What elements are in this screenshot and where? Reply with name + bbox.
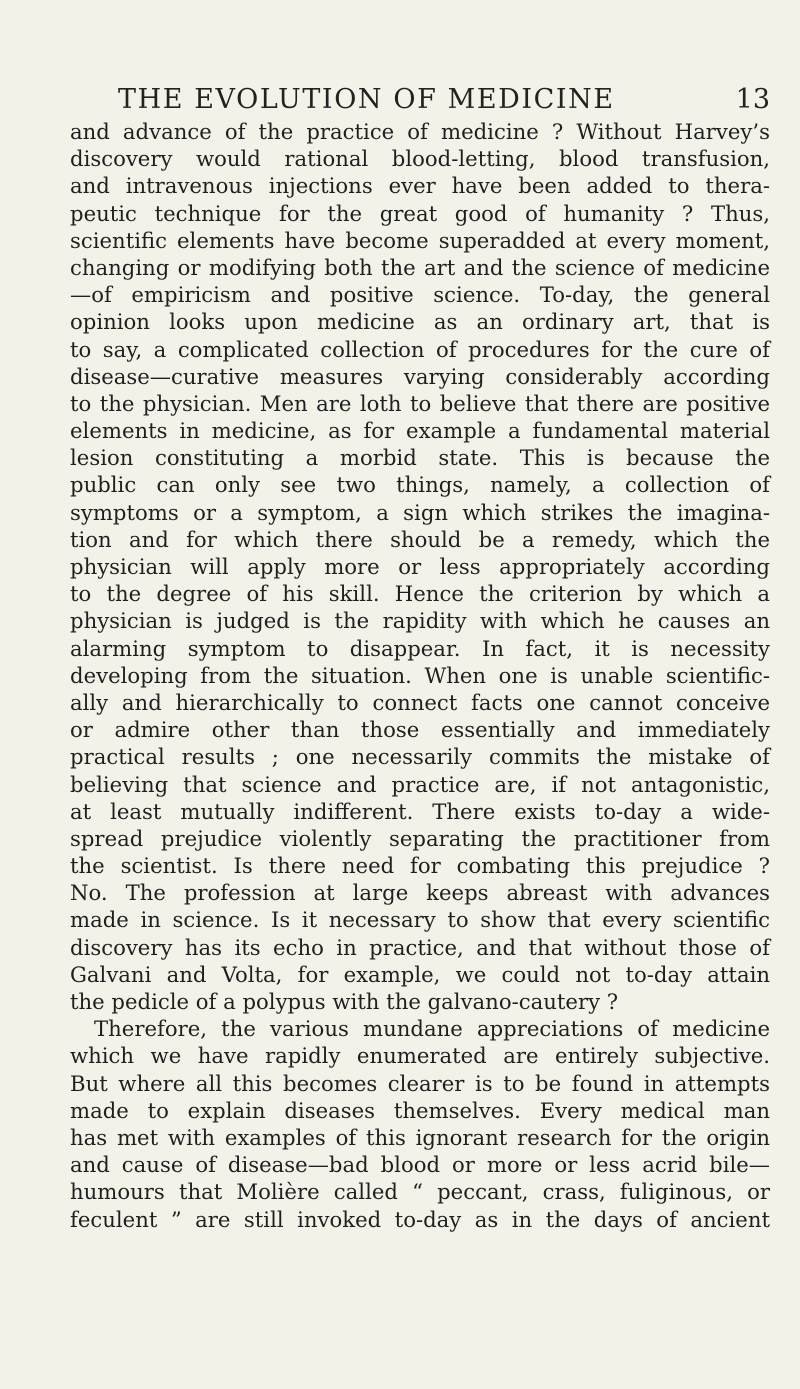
text-line: to say, a complicated collection of procedures for the cure of [70, 336, 770, 362]
text-line: and cause of disease—bad blood or more or less acrid bile— [70, 1152, 770, 1178]
text-line: has met with examples of this ignorant research for the origin [70, 1124, 770, 1150]
text-line: discovery would rational blood-letting, blood transfusion, [70, 146, 770, 172]
page-number: 13 [735, 84, 770, 115]
text-line: Galvani and Volta, for example, we could not to-day attain [70, 961, 770, 987]
text-line: changing or modifying both the art and the science of medicine [70, 254, 770, 280]
text-line: No. The profession at large keeps abreast with advances [70, 880, 770, 906]
text-line: tion and for which there should be a remedy, which the [70, 526, 770, 552]
text-line: But where all this becomes clearer is to be found in attempts [70, 1070, 770, 1096]
text-line: spread prejudice violently separating the practitioner from [70, 825, 770, 851]
text-line: lesion constituting a morbid state. This is because the [70, 445, 770, 471]
text-line: —of empiricism and positive science. To-day, the general [70, 282, 770, 308]
text-line: discovery has its echo in practice, and that without those of [70, 934, 770, 960]
text-line: or admire other than those essentially and immediately [70, 717, 770, 743]
text-line: symptoms or a symptom, a sign which strikes the imagina- [70, 499, 770, 525]
text-line: made in science. Is it necessary to show that every scientific [70, 907, 770, 933]
text-line: and intravenous injections ever have been added to thera- [70, 173, 770, 199]
text-line: disease—curative measures varying considerably according [70, 363, 770, 389]
paragraph-start-line: Therefore, the various mundane appreciations of medicine [94, 1016, 770, 1042]
text-line: and advance of the practice of medicine ? Without Harvey’s [70, 119, 770, 144]
text-line: which we have rapidly enumerated are entirely subjective. [70, 1043, 770, 1069]
text-line: physician is judged is the rapidity with which he causes an [70, 608, 770, 634]
text-line: peutic technique for the great good of humanity ? Thus, [70, 200, 770, 226]
text-line: elements in medicine, as for example a fundamental material [70, 418, 770, 444]
text-line: public can only see two things, namely, a collection of [70, 472, 770, 498]
paragraph-end-line: the pedicle of a polypus with the galvano-cautery ? [70, 989, 619, 1014]
text-line: physician will apply more or less appropriately according [70, 554, 770, 579]
text-line: to the physician. Men are loth to believe that there are positive [70, 390, 770, 416]
text-line: opinion looks upon medicine as an ordinary art, that is [70, 309, 770, 335]
running-head [70, 82, 770, 118]
text-line: humours that Molière called “ peccant, crass, fuliginous, or [70, 1179, 770, 1205]
text-line: developing from the situation. When one is unable scientific- [70, 662, 770, 688]
text-line: feculent ” are still invoked to-day as in the days of ancient [70, 1206, 770, 1232]
text-line: scientific elements have become superadded at every moment, [70, 227, 770, 253]
text-line: ally and hierarchically to connect facts one cannot conceive [70, 689, 770, 715]
text-line: alarming symptom to disappear. In fact, it is necessity [70, 635, 770, 661]
body-text [70, 118, 770, 1233]
running-title: THE EVOLUTION OF MEDICINE [118, 84, 615, 115]
text-line: the scientist. Is there need for combating this prejudice ? [70, 853, 770, 879]
text-line: practical results ; one necessarily commits the mistake of [70, 744, 770, 770]
text-line: believing that science and practice are, if not antagonistic, [70, 771, 770, 797]
text-line: to the degree of his skill. Hence the criterion by which a [70, 581, 770, 607]
text-line: made to explain diseases themselves. Every medical man [70, 1097, 770, 1123]
text-line: at least mutually indifferent. There exists to-day a wide- [70, 798, 770, 824]
